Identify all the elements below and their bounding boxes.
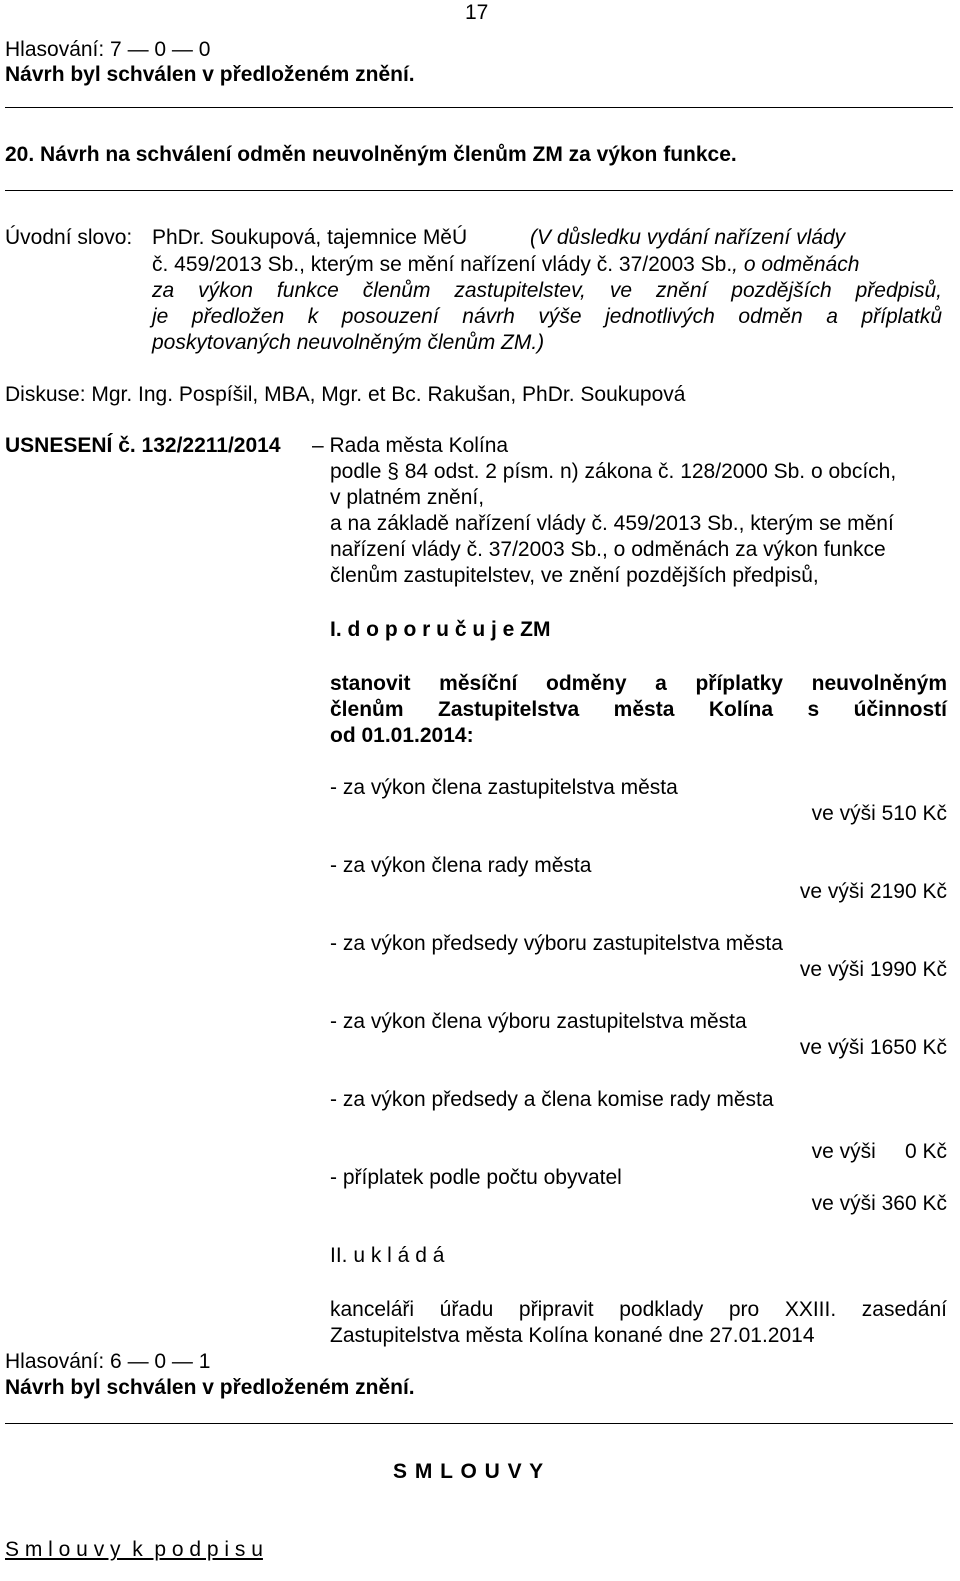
reward-item-label: - za výkon předsedy a člena komise rady města (330, 1088, 774, 1111)
discussion: Diskuse: Mgr. Ing. Pospíšil, MBA, Mgr. et Bc. Rakušan, PhDr. Soukupová (5, 383, 686, 406)
intro-speaker: PhDr. Soukupová, tajemnice MěÚ (152, 226, 468, 249)
part-two-text-line: Zastupitelstva města Kolína konané dne 27.01.2014 (330, 1324, 815, 1347)
reward-item-label: - za výkon člena zastupitelstva města (330, 776, 678, 799)
page-number: 17 (465, 1, 489, 24)
resolution-label: USNESENÍ č. 132/2211/2014 (5, 434, 281, 457)
part-one-text-line: členům Zastupitelstva města Kolína s účinností (330, 698, 947, 721)
resolution-basis-line: podle § 84 odst. 2 písm. n) zákona č. 128/2000 Sb. o obcích, (330, 460, 897, 483)
part-two-heading: II. u k l á d á (330, 1244, 445, 1267)
part-two-text-line: kanceláři úřadu připravit podklady pro XXIII. zasedání (330, 1298, 947, 1321)
part-one-text-line: od 01.01.2014: (330, 724, 474, 747)
reward-item-label: - za výkon člena rady města (330, 854, 592, 877)
section-title: S M L O U V Y (393, 1460, 545, 1483)
intro-note (530, 225, 845, 250)
reward-item-label: - příplatek podle počtu obyvatel (330, 1166, 622, 1189)
reward-item-label: - za výkon člena výboru zastupitelstva města (330, 1010, 747, 1033)
part-one-heading: I. d o p o r u č u j e ZM (330, 618, 551, 641)
reward-item-amount: ve výši 510 Kč (811, 802, 947, 825)
reward-item-amount: ve výši 360 Kč (811, 1192, 947, 1215)
intro-label: Úvodní slovo: (5, 226, 133, 249)
resolution-basis-line: a na základě nařízení vlády č. 459/2013 Sb., kterým se mění (330, 512, 894, 535)
vote-approval: Návrh byl schválen v předloženém znění. (5, 1376, 415, 1399)
intro-line4: je předložen k posouzení návrh výše jednotlivých odměn a příplatků (152, 305, 942, 328)
intro-line2-italic: , o odměnách (732, 253, 860, 276)
divider (5, 190, 953, 191)
intro-line2-plain: č. 459/2013 Sb., kterým se mění nařízení vlády č. 37/2003 Sb. (152, 253, 733, 276)
reward-item-amount: ve výši 1990 Kč (799, 958, 947, 981)
vote-result: Hlasování: 6 — 0 — 1 (5, 1350, 211, 1373)
reward-item-amount: ve výši 1650 Kč (799, 1036, 947, 1059)
intro-line1: (V důsledku vydání nařízení vlády (530, 226, 846, 249)
vote-result: Hlasování: 7 — 0 — 0 (5, 38, 211, 61)
resolution-basis-line: v platném znění, (330, 486, 485, 509)
intro-line3: za výkon funkce členům zastupitelstev, ve znění pozdějších předpisů, (152, 279, 942, 302)
subsection-title: S m l o u v y k p o d p i s u (5, 1538, 263, 1561)
resolution-basis-line: členům zastupitelstev, ve znění pozdějších předpisů, (330, 564, 819, 587)
resolution-body: – Rada města Kolína (312, 434, 509, 457)
resolution-basis-line: nařízení vlády č. 37/2003 Sb., o odměnách za výkon funkce (330, 538, 886, 561)
intro-line5: poskytovaných neuvolněným členům ZM.) (152, 331, 545, 354)
reward-item-amount: ve výši 0 Kč (811, 1140, 947, 1163)
part-one-text-line: stanovit měsíční odměny a příplatky neuvolněným (330, 672, 947, 695)
agenda-item-title: 20. Návrh na schválení odměn neuvolněným členům ZM za výkon funkce. (5, 143, 737, 166)
vote-approval: Návrh byl schválen v předloženém znění. (5, 63, 415, 86)
divider (5, 1423, 953, 1424)
reward-item-label: - za výkon předsedy výboru zastupitelstva města (330, 932, 783, 955)
divider (5, 107, 953, 108)
intro-line2 (152, 252, 942, 277)
reward-item-amount: ve výši 2190 Kč (799, 880, 947, 903)
